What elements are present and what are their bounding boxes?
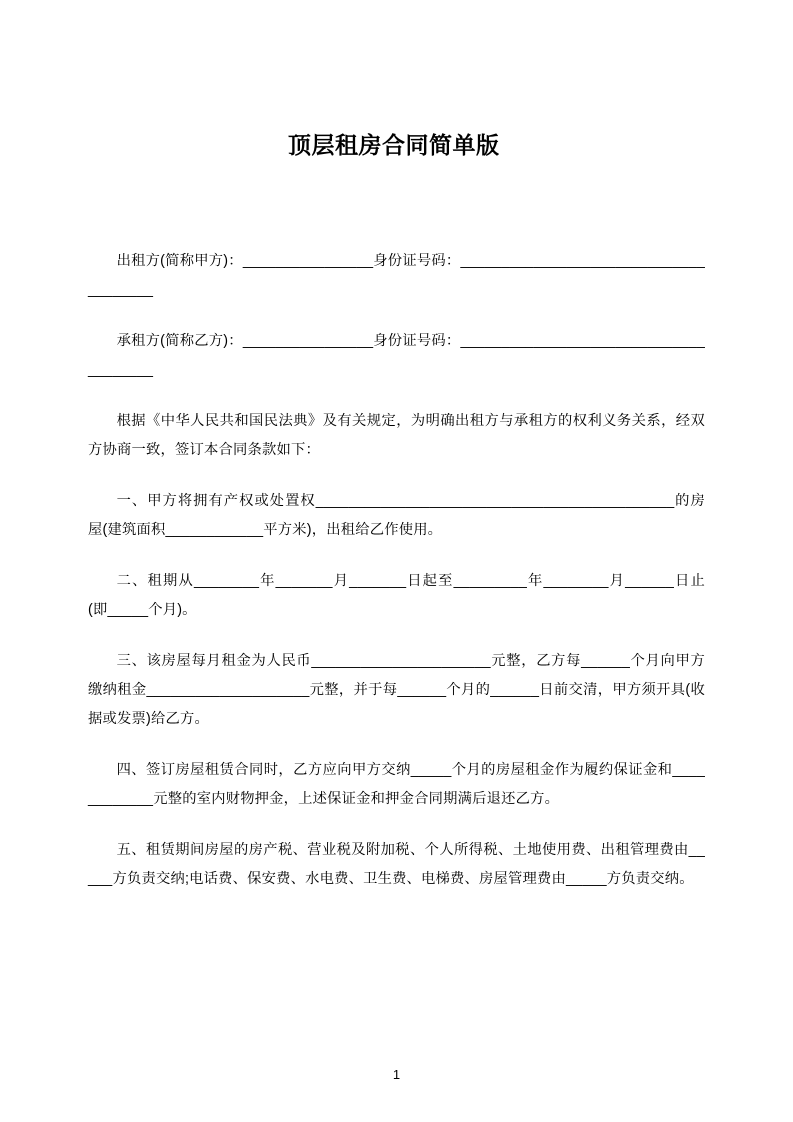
paragraph-preamble: 根据《中华人民共和国民法典》及有关规定，为明确出租方与承租方的权利义务关系，经双方协商一致，签订本合同条款如下： [88,412,705,458]
page-number: 1 [392,1067,401,1082]
paragraph-lessee-line: 承租方(简称乙方)：________________身份证号码：______________________________________ [88,332,705,378]
paragraph-clause-3: 三、该房屋每月租金为人民币______________________元整，乙方每______个月向甲方缴纳租金____________________元整，并于每______个月的______日前交清，甲方须开具(收据或发票)给乙方。 [88,652,705,727]
page-title: 顶层租房合同简单版 [288,132,500,158]
paragraph-clause-1: 一、甲方将拥有产权或处置权____________________________________________的房屋(建筑面积____________平方米)，出租给乙作使用。 [88,492,705,538]
paragraph-clause-5: 五、租赁期间房屋的房产税、营业税及附加税、个人所得税、土地使用费、出租管理费由_____方负责交纳;电话费、保安费、水电费、卫生费、电梯费、房屋管理费由_____方负责交纳。 [88,841,705,887]
paragraph-clause-4: 四、签订房屋租赁合同时，乙方应向甲方交纳_____个月的房屋租金作为履约保证金和____________元整的室内财物押金，上述保证金和押金合同期满后退还乙方。 [88,761,705,807]
paragraph-lessor-line: 出租方(简称甲方)：________________身份证号码：______________________________________ [88,252,705,298]
paragraph-clause-2: 二、租期从________年_______月_______日起至_________年________月______日止(即_____个月)。 [88,572,705,618]
document-body [88,247,705,894]
